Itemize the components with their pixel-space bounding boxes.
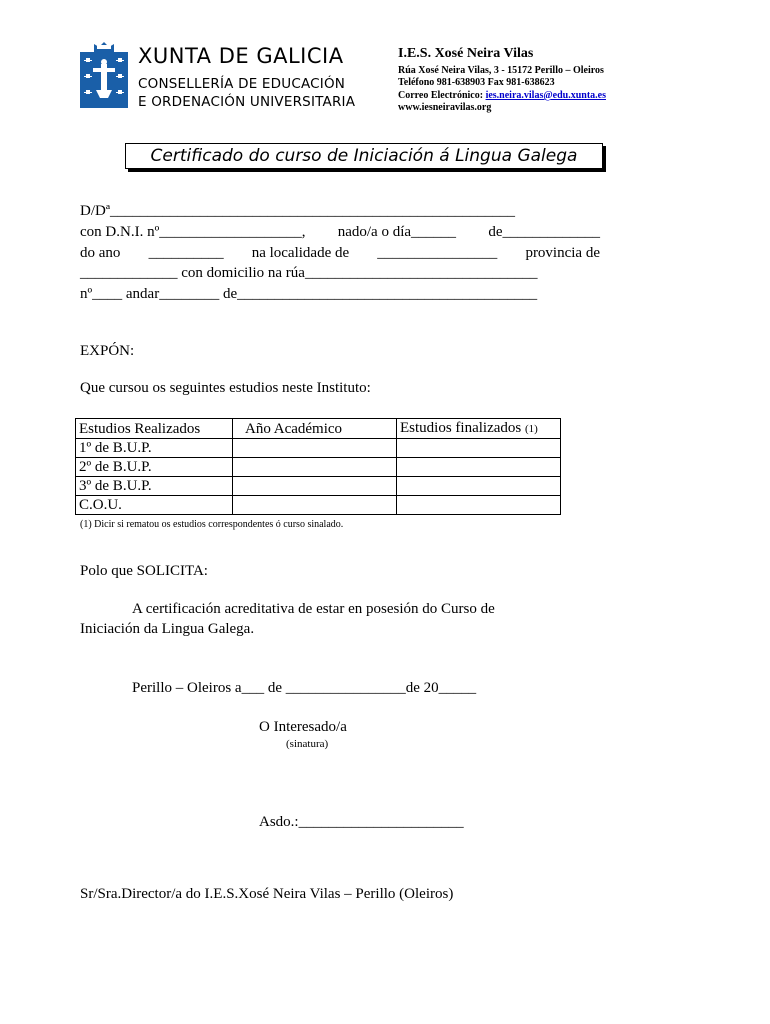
form-province-label: provincia de	[525, 245, 600, 261]
table-row	[76, 458, 561, 477]
table-cell-year[interactable]	[233, 477, 397, 496]
table-cell-finished[interactable]	[397, 439, 561, 458]
form-dni-line[interactable]	[80, 224, 600, 241]
request-text-line2: Iniciación da Lingua Galega.	[80, 621, 255, 637]
table-row	[76, 477, 561, 496]
form-address-line[interactable]: _____________ con domicilio na rúa_______________________________	[80, 265, 538, 281]
form-year-field[interactable]: __________	[148, 245, 224, 261]
signature-label: O Interesado/a	[259, 719, 347, 735]
form-name-line[interactable]: D/Dª______________________________________________________	[80, 203, 515, 219]
table-cell-year[interactable]	[233, 496, 397, 515]
school-name: I.E.S. Xosé Neira Vilas	[398, 46, 534, 61]
table-header-studies: Estudios Realizados	[76, 419, 233, 439]
table-cell-year[interactable]	[233, 458, 397, 477]
table-header-year: Año Académico	[233, 419, 397, 439]
table-cell-finished[interactable]	[397, 496, 561, 515]
table-footnote: (1) Dicir si rematou os estudios correspondentes ó curso sinalado.	[80, 519, 344, 530]
asdo-signature-line[interactable]: Asdo.:______________________	[259, 814, 464, 830]
studies-intro: Que cursou os seguintes estudios neste Instituto:	[80, 380, 371, 396]
form-year-line[interactable]	[80, 245, 600, 262]
form-locality-label: na localidade de	[251, 245, 350, 261]
addressee-line: Sr/Sra.Director/a do I.E.S.Xosé Neira Vilas – Perillo (Oleiros)	[80, 886, 454, 902]
table-cell-course: 3º de B.U.P.	[76, 477, 233, 496]
school-email-label: Correo Electrónico:	[398, 90, 486, 101]
form-dni-field[interactable]: con D.N.I. nº___________________,	[80, 224, 306, 240]
table-cell-course: 2º de B.U.P.	[76, 458, 233, 477]
table-row	[76, 439, 561, 458]
school-email-row	[398, 90, 606, 101]
xunta-coat-of-arms-logo	[80, 42, 128, 108]
form-birth-month-field[interactable]: de_____________	[488, 224, 600, 240]
table-row	[76, 496, 561, 515]
table-header-note: (1)	[524, 423, 538, 435]
table-cell-course: C.O.U.	[76, 496, 233, 515]
brand-department-line2: E ORDENACIÓN UNIVERSITARIA	[138, 94, 356, 110]
school-email-link[interactable]: ies.neira.vilas@edu.xunta.es	[485, 90, 606, 101]
table-cell-year[interactable]	[233, 439, 397, 458]
brand-title: XUNTA DE GALICIA	[138, 44, 344, 68]
table-cell-finished[interactable]	[397, 477, 561, 496]
certificate-title: Certificado do curso de Iniciación á Lingua Galega	[125, 143, 603, 169]
school-phone: Teléfono 981-638903 Fax 981-638623	[398, 77, 555, 88]
date-place-line[interactable]: Perillo – Oleiros a___ de ________________de 20_____	[132, 680, 477, 696]
signature-hint: (sinatura)	[286, 738, 329, 750]
solicita-heading: Polo que SOLICITA:	[80, 563, 208, 579]
brand-department-line1: CONSELLERÍA DE EDUCACIÓN	[138, 76, 346, 92]
form-number-line[interactable]: nº____ andar________ de________________________________________	[80, 286, 538, 302]
table-cell-course: 1º de B.U.P.	[76, 439, 233, 458]
form-locality-field[interactable]: ________________	[377, 245, 498, 261]
expon-heading: EXPÓN:	[80, 343, 135, 359]
studies-table	[75, 418, 561, 515]
school-address: Rúa Xosé Neira Vilas, 3 - 15172 Perillo – Oleiros	[398, 65, 604, 76]
table-cell-finished[interactable]	[397, 458, 561, 477]
table-header-finished: Estudios finalizados (1)	[397, 419, 561, 439]
table-header-row	[76, 419, 561, 439]
form-birth-day-field[interactable]: nado/a o día______	[337, 224, 457, 240]
school-website: www.iesneiravilas.org	[398, 102, 492, 113]
form-year-label: do ano	[80, 245, 121, 261]
request-text-line1: A certificación acreditativa de estar en posesión do Curso de	[132, 601, 495, 617]
